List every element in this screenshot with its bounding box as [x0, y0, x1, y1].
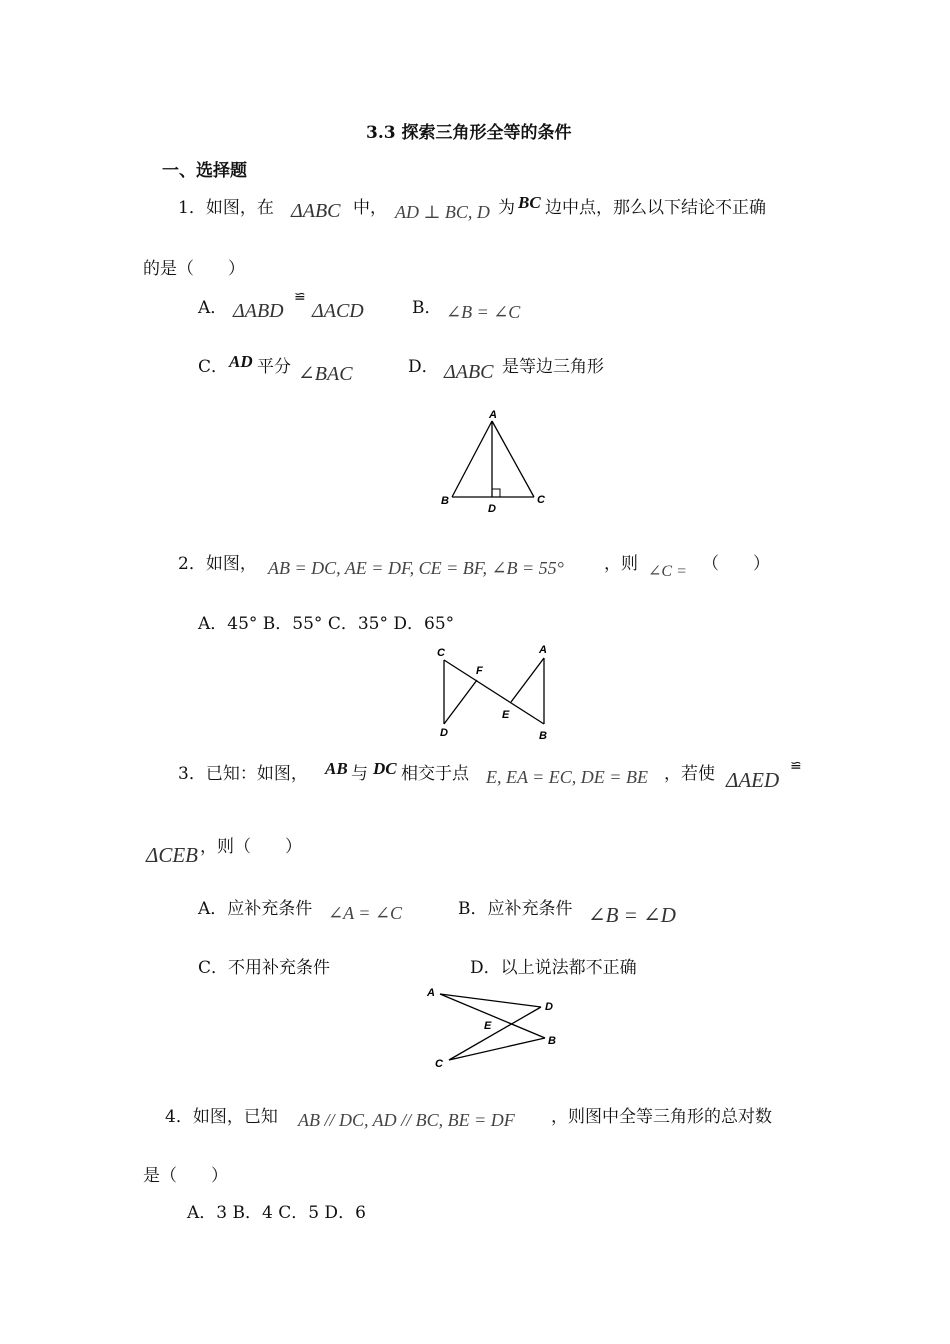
q1-option-b-expr: ∠B = ∠C: [446, 302, 521, 322]
q1-option-d-label: D．: [408, 357, 439, 377]
q1-option-c-text: 平分: [257, 357, 291, 377]
q2-label-a: A: [539, 644, 547, 656]
q2-comma: ，则: [604, 554, 638, 574]
q1-label-d: D: [488, 503, 496, 515]
q2-label-f: F: [476, 665, 483, 677]
q1-tail: 边中点，那么以下结论不正确: [545, 198, 766, 218]
q2-ask: ∠C =: [648, 563, 687, 580]
q2-label-c: C: [437, 647, 445, 659]
q4-options: A．3 B．4 C．5 D．6: [187, 1203, 366, 1223]
q3-dc: DC: [373, 759, 397, 778]
q1-label-c: C: [537, 494, 545, 506]
q4-condition: AB // DC, AD // BC, BE = DF: [298, 1110, 515, 1130]
q1-option-a-left: ΔABD: [233, 300, 284, 322]
q3-option-b-expr: ∠B = ∠D: [588, 903, 676, 927]
q2-label-d: D: [440, 727, 448, 739]
q3-ze: ，则（ ）: [200, 837, 302, 857]
q3-triangle-aed: ΔAED: [726, 768, 780, 792]
q3-label-d: D: [545, 1001, 553, 1013]
q1-option-a-cong: ≌: [294, 289, 306, 305]
q1-figure: [430, 405, 560, 515]
q3-ruo: ，若使: [664, 764, 715, 784]
q3-intro: 3．已知：如图，: [178, 764, 308, 784]
q3-inter: 相交于点: [401, 764, 469, 784]
q1-wei: 为: [498, 198, 515, 218]
q3-option-b-label: B．应补充条件: [458, 899, 573, 919]
q1-intro: 1．如图，在: [178, 198, 274, 218]
q3-figure: [420, 982, 570, 1072]
q2-condition: AB = DC, AE = DF, CE = BF, ∠B = 55°: [268, 558, 564, 578]
q3-option-d: D．以上说法都不正确: [470, 958, 637, 978]
q1-option-a-right: ΔACD: [312, 300, 364, 322]
q1-option-a-label: A．: [198, 298, 228, 318]
q2-options: A．45° B．55° C．35° D．65°: [198, 614, 455, 634]
q1-label-b: B: [441, 495, 449, 507]
q1-line2: 的是（ ）: [143, 259, 245, 279]
q3-triangle-ceb: ΔCEB: [146, 843, 198, 867]
q1-label-a: A: [489, 409, 497, 421]
q3-label-e: E: [484, 1020, 492, 1032]
page-title: 3.3 探索三角形全等的条件: [366, 123, 572, 143]
q4-tail: ，则图中全等三角形的总对数: [551, 1107, 772, 1127]
q2-label-e: E: [502, 709, 510, 721]
q2-paren: （ ）: [702, 554, 770, 574]
q3-option-c: C．不用补充条件: [198, 958, 331, 978]
q1-option-c-ad: AD: [229, 352, 253, 371]
q1-mid: 中，: [353, 198, 387, 218]
q1-option-c-expr: ∠BAC: [298, 363, 353, 385]
q2-label-b: B: [539, 730, 547, 742]
q1-triangle: ΔABC: [291, 200, 341, 222]
q3-option-a-expr: ∠A = ∠C: [328, 903, 402, 923]
q1-option-b-label: B．: [412, 298, 442, 318]
section-heading: 一、选择题: [162, 161, 247, 181]
q3-label-a: A: [427, 987, 435, 999]
q1-option-d-text: 是等边三角形: [502, 357, 604, 377]
q1-option-d-expr: ΔABC: [444, 361, 494, 383]
q3-option-a-label: A．应补充条件: [198, 899, 313, 919]
q4-intro: 4．如图，已知: [165, 1107, 278, 1127]
q3-and: 与: [351, 764, 368, 784]
q3-label-c: C: [435, 1058, 443, 1070]
q2-figure: [428, 638, 558, 744]
q1-option-c-label: C．: [198, 357, 229, 377]
q2-intro: 2．如图，: [178, 554, 257, 574]
q1-bc: BC: [518, 193, 541, 212]
q3-label-b: B: [548, 1035, 556, 1047]
q1-condition: AD ⊥ BC, D: [395, 202, 490, 222]
q3-condition: E, EA = EC, DE = BE: [486, 767, 648, 787]
q4-line2: 是（ ）: [143, 1166, 228, 1186]
q3-cong: ≌: [790, 758, 802, 774]
q3-ab: AB: [325, 759, 348, 778]
